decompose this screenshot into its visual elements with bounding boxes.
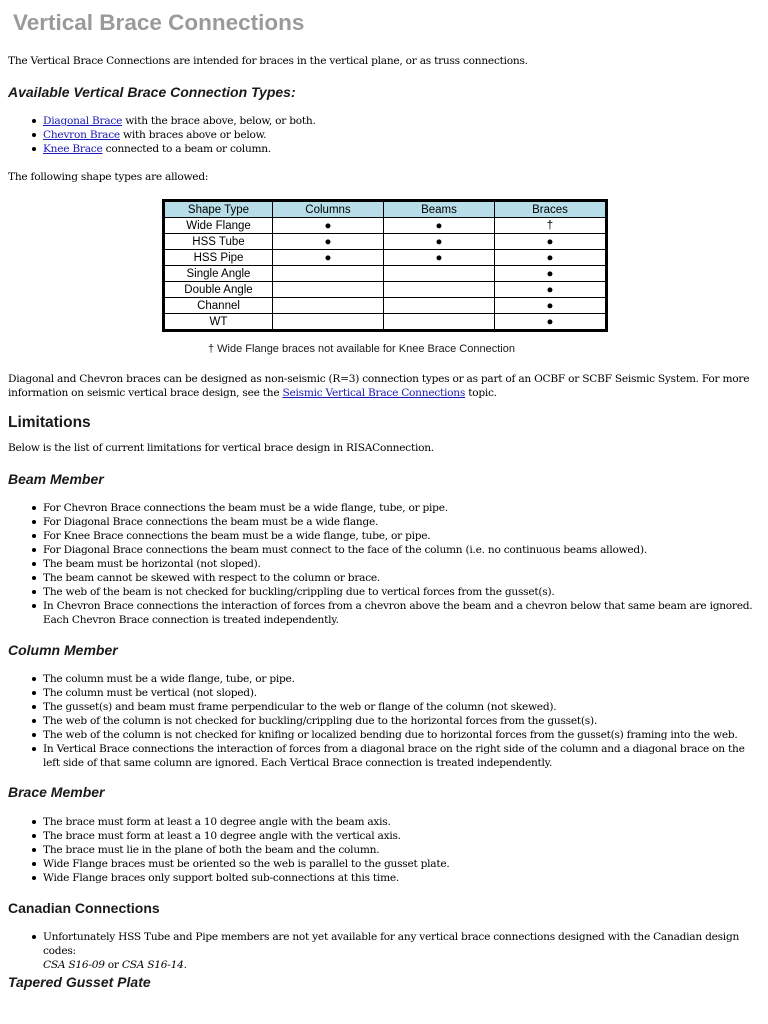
list-item: The brace must lie in the plane of both the beam and the column. <box>43 843 450 857</box>
list-item: The beam must be horizontal (not sloped). <box>43 557 763 571</box>
types-heading: Available Vertical Brace Connection Types: <box>8 84 296 100</box>
seismic-vertical-brace-link[interactable]: Seismic Vertical Brace Connections <box>282 387 466 399</box>
column-member-list <box>43 672 763 770</box>
column-header: Columns <box>273 201 384 218</box>
brace-member-heading: Brace Member <box>8 784 105 800</box>
table-row: Single Angle ● <box>164 266 607 282</box>
list-item: In Vertical Brace connections the interaction of forces from a diagonal brace on the right side of the column and a diagonal brace on the left side of that same column are ignored. Each Vertical Brace connection is treated independently. <box>43 742 763 770</box>
seismic-paragraph: Diagonal and Chevron braces can be designed as non-seismic (R=3) connection types or as part of an OCBF or SCBF Seismic System. For more information on seismic vertical brace design, see the Seismic Vertical Brace Connections topic. <box>8 373 750 399</box>
table-row: Wide Flange ● ● † <box>164 218 607 234</box>
list-item: The brace must form at least a 10 degree angle with the vertical axis. <box>43 829 450 843</box>
list-item: The beam cannot be skewed with respect to the column or brace. <box>43 571 763 585</box>
list-item: The web of the column is not checked for buckling/crippling due to the horizontal forces from the gusset(s). <box>43 714 763 728</box>
list-item: Diagonal Brace with the brace above, below, or both. <box>43 115 316 127</box>
canadian-connections-heading: Canadian Connections <box>8 900 160 916</box>
column-member-heading: Column Member <box>8 642 118 658</box>
list-item: The web of the column is not checked for knifing or localized bending due to horizontal forces from the gusset(s) framing into the web. <box>43 728 763 742</box>
table-row: Double Angle ● <box>164 282 607 298</box>
knee-brace-link[interactable]: Knee Brace <box>43 143 103 155</box>
column-header: Shape Type <box>164 201 273 218</box>
column-header: Braces <box>495 201 607 218</box>
shapes-intro: The following shape types are allowed: <box>8 171 209 183</box>
list-item: The brace must form at least a 10 degree angle with the beam axis. <box>43 815 450 829</box>
limitations-heading: Limitations <box>8 414 91 431</box>
list-item: For Chevron Brace connections the beam must be a wide flange, tube, or pipe. <box>43 501 763 515</box>
list-item: Chevron Brace with braces above or below. <box>43 128 316 142</box>
chevron-brace-link[interactable]: Chevron Brace <box>43 129 120 141</box>
list-item: The column must be vertical (not sloped). <box>43 686 763 700</box>
table-row: Channel ● <box>164 298 607 314</box>
diagonal-brace-link[interactable]: Diagonal Brace <box>43 115 123 127</box>
table-header-row <box>164 201 607 218</box>
list-item: Knee Brace connected to a beam or column. <box>43 142 316 156</box>
list-item: Wide Flange braces only support bolted sub-connections at this time. <box>43 871 450 885</box>
list-item: For Diagonal Brace connections the beam must be a wide flange. <box>43 515 763 529</box>
list-item: Unfortunately HSS Tube and Pipe members are not yet available for any vertical brace connections designed with the Canadian design codes: CSA S16-09 or CSA S16-14. <box>43 930 763 972</box>
brace-member-list <box>43 815 450 885</box>
list-item: In Chevron Brace connections the interaction of forces from a chevron above the beam and a chevron below that same beam are ignored. Each Chevron Brace connection is treated independently. <box>43 599 763 627</box>
page-title: Vertical Brace Connections <box>13 10 305 35</box>
table-footnote: † Wide Flange braces not available for Knee Brace Connection <box>208 343 515 355</box>
tapered-gusset-plate-heading: Tapered Gusset Plate <box>8 974 151 990</box>
table-row: WT ● <box>164 314 607 331</box>
list-item: For Diagonal Brace connections the beam must connect to the face of the column (i.e. no continuous beams allowed). <box>43 543 763 557</box>
list-item: For Knee Brace connections the beam must be a wide flange, tube, or pipe. <box>43 529 763 543</box>
beam-member-list <box>43 501 763 627</box>
list-item: The gusset(s) and beam must frame perpendicular to the web or flange of the column (not skewed). <box>43 700 763 714</box>
shape-types-table <box>162 199 608 332</box>
list-item: The web of the beam is not checked for buckling/crippling due to vertical forces from the gusset(s). <box>43 585 763 599</box>
table-row: HSS Pipe ● ● ● <box>164 250 607 266</box>
intro-paragraph: The Vertical Brace Connections are intended for braces in the vertical plane, or as truss connections. <box>8 55 528 67</box>
list-item: The column must be a wide flange, tube, or pipe. <box>43 672 763 686</box>
limitations-intro: Below is the list of current limitations for vertical brace design in RISAConnection. <box>8 442 434 454</box>
list-item: Wide Flange braces must be oriented so the web is parallel to the gusset plate. <box>43 858 450 870</box>
types-list <box>43 114 316 156</box>
column-header: Beams <box>384 201 495 218</box>
table-row: HSS Tube ● ● ● <box>164 234 607 250</box>
canadian-connections-list <box>43 930 763 972</box>
beam-member-heading: Beam Member <box>8 471 104 487</box>
